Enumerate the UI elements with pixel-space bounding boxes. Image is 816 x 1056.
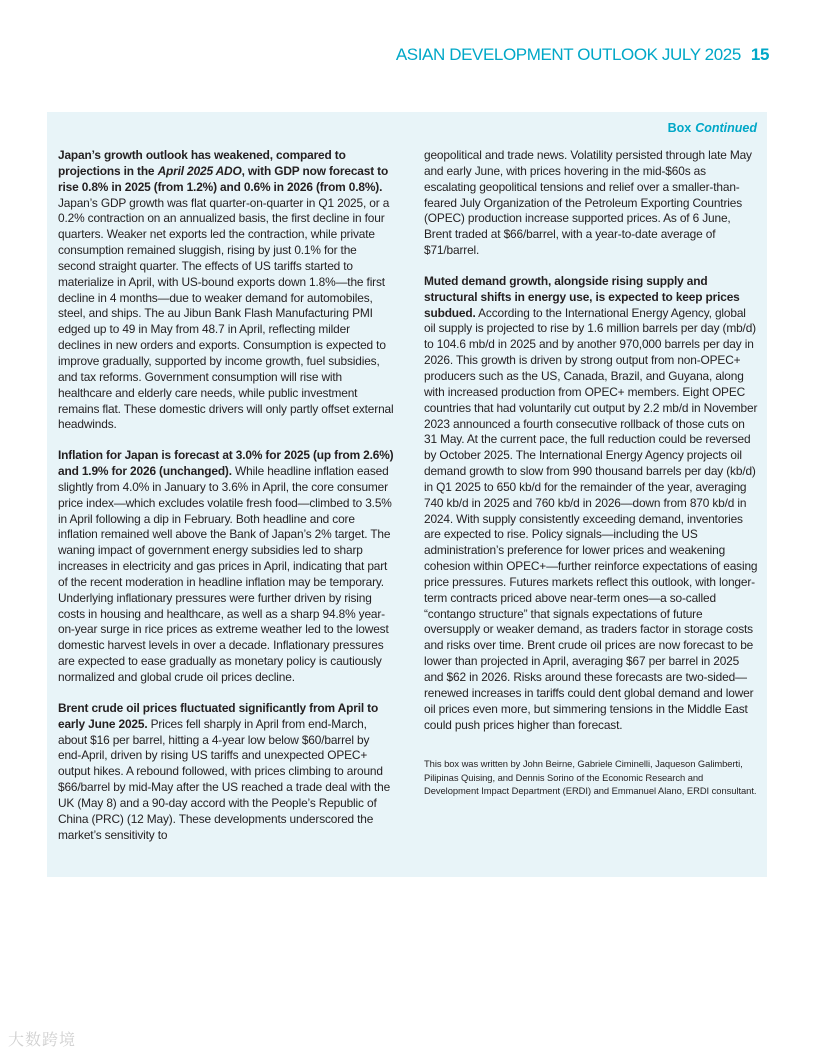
- box-label: [668, 121, 757, 135]
- body-text: While headline inflation eased slightly from 4.0% in January to 3.6% in April, the core consumer price index—which excludes volatile fresh food—climbed to 3.5% in April following a dip in February. Both headline and core inflation remained well above the Bank of Japan’s 2% target. The waning impact of government energy subsidies led to sharp increases in electricity and gas prices in April, indicating that part of the recent moderation in headline inflation may be temporary. Underlying inflationary pressures were further driven by rising costs in housing and healthcare, as well as a sharp 94.8% year-on-year surge in rice prices as extreme weather led to the lowest domestic harvest levels in over a decade. Inflationary pressures are expected to ease gradually as monetary policy is cautiously normalized and global crude oil prices decline.: [58, 464, 392, 684]
- body-text: Prices fell sharply in April from end-March, about $16 per barrel, hitting a 4-year low below $60/barrel by end-April, driven by rising US tariffs and unexpected OPEC+ output hikes. A rebound followed, with prices climbing to around $66/barrel by mid-May after the US reached a trade deal with the UK (May 8) and a 90-day accord with the People’s Republic of China (PRC) (12 May). These developments underscored the market’s sensitivity to: [58, 716, 391, 842]
- publication-reference: April 2025 ADO: [157, 163, 242, 178]
- body-text: geopolitical and trade news. Volatility persisted through late May and early June, with prices hovering in the mid-$60s as escalating geopolitical tensions and relief over a smaller-than-feared July Organization of the Petroleum Exporting Countries (OPEC) production increase supported prices. As of 6 June, Brent traded at $66/barrel, with a year-to-date average of $71/barrel.: [424, 148, 752, 258]
- watermark: [8, 1027, 76, 1050]
- paragraph-brent-continued: [424, 148, 760, 259]
- watermark-text: 大数跨境: [8, 1032, 77, 1049]
- paragraph-oil-demand: [424, 274, 760, 733]
- body-text: Japan’s GDP growth was flat quarter-on-quarter in Q1 2025, or a 0.2% contraction on an annualized basis, the first decline in four quarters. Weaker net exports led the contraction, while private consumption remained sluggish, rising by just 0.1% for the second straight quarter. The effects of US tariffs started to materialize in April, with US-bound exports down 1.8%—the first decline in 4 months—due to weaker demand for automobiles, steel, and ships. The au Jibun Bank Flash Manufacturing PMI edged up to 49 in May from 48.7 in April, reflecting milder declines in new orders and exports. Consumption is expected to improve gradually, supported by income growth, fuel subsidies, and tax reforms. Government consumption will rise with healthcare and elderly care needs, while public investment remains flat. These domestic drivers will only partly offset external headwinds.: [58, 195, 394, 432]
- box-label-text: Box: [667, 121, 692, 135]
- right-column: [424, 148, 760, 812]
- paragraph-japan-growth: [58, 148, 394, 433]
- publication-title: ASIAN DEVELOPMENT OUTLOOK JULY 2025: [395, 45, 741, 64]
- paragraph-japan-inflation: [58, 448, 394, 686]
- lead-text: Japan’s growth outlook has weakened, compared to projections in the April 2025 ADO, with GDP now forecast to rise 0.8% in 2025 (from 1.2%) and 0.6% in 2026 (from 0.8%).: [58, 148, 389, 194]
- paragraph-brent-prices: [58, 701, 394, 844]
- box-continued-label: Continued: [695, 121, 757, 135]
- lead-text: Brent crude oil prices fluctuated significantly from April to early June 2025.: [58, 700, 379, 731]
- lead-text: Inflation for Japan is forecast at 3.0% for 2025 (up from 2.6%) and 1.9% for 2026 (unchanged).: [58, 448, 394, 479]
- author-credit: This box was written by John Beirne, Gabriele Ciminelli, Jaqueson Galimberti, Pilipinas Quising, and Dennis Sorino of the Economic Research and Development Impact Department (ERDI) and Emmanuel Alano, ERDI consultant.: [424, 758, 757, 796]
- page-number: 15: [750, 45, 769, 64]
- lead-text: Muted demand growth, alongside rising supply and structural shifts in energy use, is expected to keep prices subdued.: [424, 273, 740, 320]
- box-panel: [47, 112, 767, 877]
- running-header: [396, 45, 769, 65]
- body-text: According to the International Energy Agency, global oil supply is projected to rise by 1.6 million barrels per day (mb/d) to 104.6 mb/d in 2025 and by another 970,000 barrels per day in 2026. This growth is driven by strong output from non-OPEC+ producers such as the US, Canada, Brazil, and Guyana, along with increased production from OPEC+ members. Eight OPEC countries that had voluntarily cut output by 2.2 mb/d in November 2023 announced a fourth consecutive rollback of those cuts on 31 May. At the current pace, the full reduction could be reversed by October 2025. The International Energy Agency projects oil demand growth to slow from 990 thousand barrels per day (kb/d) in Q1 2025 to 650 kb/d for the remainder of the year, averaging 740 kb/d in 2025 and 760 kb/d in 2026—down from 870 kb/d in 2024. With supply consistently exceeding demand, inventories are expected to rise. Policy signals—including the US administration’s preference for lower prices and weakening cohesion within OPEC+—further reinforce expectations of easing price pressures. Futures markets reflect this outlook, with longer-term contracts priced above near-term ones—a so-called “contango structure” that signals expectations of future oversupply or weaker demand, as traders factor in storage costs and risks over time. Brent crude oil prices are now forecast to be lower than projected in April, averaging $67 per barrel in 2025 and $62 in 2026. Risks around these forecasts are two-sided—renewed increases in tariffs could dent global demand and lower oil prices even more, but simmering tensions in the Middle East could push prices higher than forecast.: [424, 305, 758, 732]
- left-column: [58, 148, 394, 858]
